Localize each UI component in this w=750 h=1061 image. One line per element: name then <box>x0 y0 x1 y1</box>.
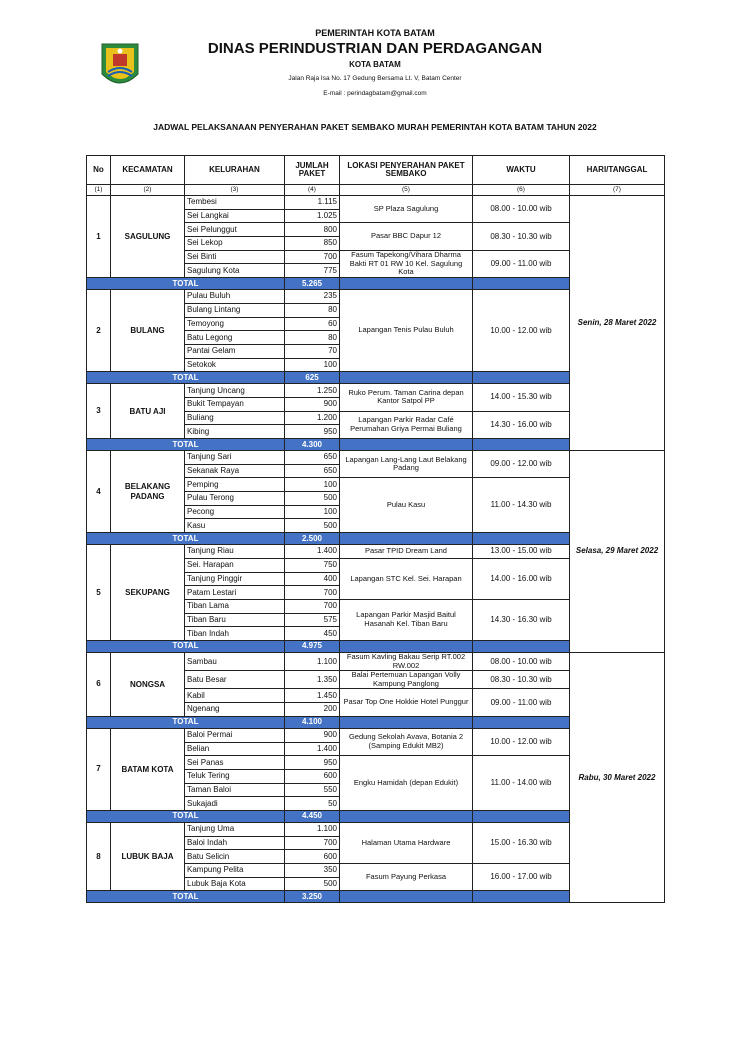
paket-count: 500 <box>285 877 340 891</box>
paket-count: 400 <box>285 572 340 586</box>
total-filler <box>340 533 473 545</box>
schedule-table <box>86 155 665 903</box>
kelurahan-name: Pulau Terong <box>185 492 285 506</box>
paket-count: 800 <box>285 223 340 237</box>
paket-count: 1.100 <box>285 822 340 836</box>
total-label: TOTAL <box>87 372 285 384</box>
table-row <box>87 451 665 465</box>
total-filler <box>473 533 570 545</box>
total-filler <box>473 810 570 822</box>
kelurahan-name: Sekanak Raya <box>185 464 285 478</box>
lokasi-cell: Halaman Utama Hardware <box>340 822 473 863</box>
kelurahan-name: Sei Langkai <box>185 209 285 223</box>
waktu-cell: 13.00 - 15.00 wib <box>473 545 570 559</box>
kelurahan-name: Pecong <box>185 505 285 519</box>
waktu-cell: 08.00 - 10.00 wib <box>473 196 570 223</box>
waktu-cell: 09.00 - 11.00 wib <box>473 689 570 716</box>
paket-count: 950 <box>285 425 340 439</box>
kelurahan-name: Pemping <box>185 478 285 492</box>
kelurahan-name: Sei. Harapan <box>185 558 285 572</box>
lokasi-cell: Lapangan STC Kel. Sei. Harapan <box>340 558 473 599</box>
paket-count: 70 <box>285 344 340 358</box>
total-filler <box>473 439 570 451</box>
total-value: 2.500 <box>285 533 340 545</box>
kelurahan-name: Tanjung Riau <box>185 545 285 559</box>
total-filler <box>340 439 473 451</box>
waktu-cell: 15.00 - 16.30 wib <box>473 822 570 863</box>
column-number-row <box>87 185 665 196</box>
day-cell: Selasa, 29 Maret 2022 <box>570 451 665 653</box>
paket-count: 550 <box>285 783 340 797</box>
kelurahan-name: Temoyong <box>185 317 285 331</box>
kelurahan-name: Sambau <box>185 652 285 670</box>
kelurahan-name: Tembesi <box>185 196 285 210</box>
kelurahan-name: Tiban Lama <box>185 599 285 613</box>
total-filler <box>473 891 570 903</box>
col-number: (3) <box>185 185 285 196</box>
total-filler <box>340 372 473 384</box>
total-label: TOTAL <box>87 810 285 822</box>
col-number: (6) <box>473 185 570 196</box>
table-row <box>87 652 665 670</box>
paket-count: 200 <box>285 703 340 717</box>
kelurahan-name: Pulau Buluh <box>185 290 285 304</box>
paket-count: 600 <box>285 850 340 864</box>
paket-count: 80 <box>285 331 340 345</box>
paket-count: 900 <box>285 397 340 411</box>
kecamatan-number: 1 <box>87 196 111 278</box>
kelurahan-name: Batu Besar <box>185 671 285 689</box>
kecamatan-name: BATU AJI <box>111 384 185 439</box>
kelurahan-name: Pantai Gelam <box>185 344 285 358</box>
waktu-cell: 14.00 - 15.30 wib <box>473 384 570 411</box>
paket-count: 850 <box>285 237 340 251</box>
lokasi-cell: SP Plaza Sagulung <box>340 196 473 223</box>
paket-count: 1.200 <box>285 411 340 425</box>
total-filler <box>473 716 570 728</box>
kecamatan-number: 2 <box>87 290 111 372</box>
total-filler <box>473 372 570 384</box>
kelurahan-name: Patam Lestari <box>185 586 285 600</box>
kecamatan-name: NONGSA <box>111 652 185 716</box>
lokasi-cell: Gedung Sekolah Avava, Botania 2 (Samping Edukit MB2) <box>340 728 473 755</box>
total-value: 5.265 <box>285 278 340 290</box>
kelurahan-name: Baloi Indah <box>185 836 285 850</box>
total-label: TOTAL <box>87 278 285 290</box>
lokasi-cell: Fasum Tapekong/Vihara Dharma Bakti RT 01 RW 10 Kel. Sagulung Kota <box>340 250 473 277</box>
letterhead-email: E-mail : perindagbatam@gmail.com <box>323 90 427 97</box>
waktu-cell: 10.00 - 12.00 wib <box>473 290 570 372</box>
lokasi-cell: Ruko Perum. Taman Carina depan Kantor Satpol PP <box>340 384 473 411</box>
col-header-jumlah: JUMLAH PAKET <box>285 156 340 185</box>
table-header-row <box>87 156 665 185</box>
col-header-lokasi: LOKASI PENYERAHAN PAKET SEMBAKO <box>340 156 473 185</box>
kelurahan-name: Ngenang <box>185 703 285 717</box>
paket-count: 1.350 <box>285 671 340 689</box>
kecamatan-number: 4 <box>87 451 111 533</box>
kelurahan-name: Bulang Lintang <box>185 303 285 317</box>
total-filler <box>340 891 473 903</box>
kelurahan-name: Sukajadi <box>185 797 285 811</box>
waktu-cell: 14.00 - 16.00 wib <box>473 558 570 599</box>
paket-count: 1.250 <box>285 384 340 398</box>
kecamatan-name: LUBUK BAJA <box>111 822 185 890</box>
waktu-cell: 08.30 - 10.30 wib <box>473 223 570 250</box>
kelurahan-name: Kasu <box>185 519 285 533</box>
kelurahan-name: Tanjung Sari <box>185 451 285 465</box>
kecamatan-number: 5 <box>87 545 111 641</box>
paket-count: 60 <box>285 317 340 331</box>
paket-count: 500 <box>285 492 340 506</box>
kelurahan-name: Tiban Indah <box>185 627 285 641</box>
total-label: TOTAL <box>87 640 285 652</box>
kelurahan-name: Batu Selicin <box>185 850 285 864</box>
paket-count: 1.100 <box>285 652 340 670</box>
total-value: 625 <box>285 372 340 384</box>
total-filler <box>340 810 473 822</box>
kecamatan-name: SEKUPANG <box>111 545 185 641</box>
kelurahan-name: Sei Binti <box>185 250 285 264</box>
total-filler <box>340 716 473 728</box>
kecamatan-name: BULANG <box>111 290 185 372</box>
kelurahan-name: Kabil <box>185 689 285 703</box>
paket-count: 575 <box>285 613 340 627</box>
kecamatan-name: BATAM KOTA <box>111 728 185 810</box>
paket-count: 700 <box>285 586 340 600</box>
paket-count: 80 <box>285 303 340 317</box>
kelurahan-name: Baloi Permai <box>185 728 285 742</box>
kelurahan-name: Teluk Tering <box>185 769 285 783</box>
total-value: 4.100 <box>285 716 340 728</box>
total-label: TOTAL <box>87 533 285 545</box>
paket-count: 700 <box>285 599 340 613</box>
col-number: (4) <box>285 185 340 196</box>
lokasi-cell: Pasar BBC Dapur 12 <box>340 223 473 250</box>
paket-count: 50 <box>285 797 340 811</box>
total-value: 4.975 <box>285 640 340 652</box>
total-value: 4.450 <box>285 810 340 822</box>
total-filler <box>340 640 473 652</box>
lokasi-cell: Engku Hamidah (depan Edukit) <box>340 756 473 811</box>
day-cell: Senin, 28 Maret 2022 <box>570 196 665 451</box>
paket-count: 700 <box>285 250 340 264</box>
schedule-body <box>87 196 665 903</box>
total-label: TOTAL <box>87 716 285 728</box>
kelurahan-name: Tanjung Uma <box>185 822 285 836</box>
kecamatan-name: BELAKANG PADANG <box>111 451 185 533</box>
total-value: 3.250 <box>285 891 340 903</box>
total-filler <box>473 278 570 290</box>
kelurahan-name: Bukit Tempayan <box>185 397 285 411</box>
lokasi-cell: Pasar TPID Dream Land <box>340 545 473 559</box>
waktu-cell: 09.00 - 12.00 wib <box>473 451 570 478</box>
paket-count: 750 <box>285 558 340 572</box>
kelurahan-name: Buliang <box>185 411 285 425</box>
letterhead-agency: DINAS PERINDUSTRIAN DAN PERDAGANGAN <box>207 40 543 57</box>
lokasi-cell: Balai Pertemuan Lapangan Volly Kampung Panglong <box>340 671 473 689</box>
col-number: (2) <box>111 185 185 196</box>
kelurahan-name: Tiban Baru <box>185 613 285 627</box>
paket-count: 1.400 <box>285 742 340 756</box>
paket-count: 100 <box>285 358 340 372</box>
waktu-cell: 16.00 - 17.00 wib <box>473 864 570 891</box>
kecamatan-number: 7 <box>87 728 111 810</box>
waktu-cell: 08.00 - 10.00 wib <box>473 652 570 670</box>
kelurahan-name: Sei Panas <box>185 756 285 770</box>
kelurahan-name: Tanjung Uncang <box>185 384 285 398</box>
total-filler <box>340 278 473 290</box>
waktu-cell: 11.00 - 14.00 wib <box>473 756 570 811</box>
letterhead-city: KOTA BATAM <box>349 60 401 69</box>
paket-count: 775 <box>285 264 340 278</box>
lokasi-cell: Pasar Top One Hokkie Hotel Punggur <box>340 689 473 716</box>
lokasi-cell: Fasum Payung Perkasa <box>340 864 473 891</box>
waktu-cell: 14.30 - 16.30 wib <box>473 599 570 640</box>
col-header-hari: HARI/TANGGAL <box>570 156 665 185</box>
kelurahan-name: Belian <box>185 742 285 756</box>
paket-count: 235 <box>285 290 340 304</box>
total-label: TOTAL <box>87 891 285 903</box>
paket-count: 350 <box>285 864 340 878</box>
col-header-kelurahan: KELURAHAN <box>185 156 285 185</box>
waktu-cell: 08.30 - 10.30 wib <box>473 671 570 689</box>
paket-count: 500 <box>285 519 340 533</box>
paket-count: 650 <box>285 451 340 465</box>
paket-count: 600 <box>285 769 340 783</box>
day-cell: Rabu, 30 Maret 2022 <box>570 652 665 902</box>
paket-count: 1.115 <box>285 196 340 210</box>
lokasi-cell: Lapangan Tenis Pulau Buluh <box>340 290 473 372</box>
table-row <box>87 196 665 210</box>
col-number: (5) <box>340 185 473 196</box>
lokasi-cell: Lapangan Parkir Masjid Baitul Hasanah Kel. Tiban Baru <box>340 599 473 640</box>
kelurahan-name: Tanjung Pinggir <box>185 572 285 586</box>
waktu-cell: 09.00 - 11.00 wib <box>473 250 570 277</box>
col-number: (7) <box>570 185 665 196</box>
kelurahan-name: Kampung Pelita <box>185 864 285 878</box>
col-header-waktu: WAKTU <box>473 156 570 185</box>
paket-count: 1.025 <box>285 209 340 223</box>
kelurahan-name: Kibing <box>185 425 285 439</box>
letterhead-line1: PEMERINTAH KOTA BATAM <box>315 28 435 38</box>
kelurahan-name: Taman Baloi <box>185 783 285 797</box>
kecamatan-number: 8 <box>87 822 111 890</box>
total-filler <box>473 640 570 652</box>
letterhead-address: Jalan Raja Isa No. 17 Gedung Bersama Lt. V, Batam Center <box>288 75 462 82</box>
kelurahan-name: Setokok <box>185 358 285 372</box>
kecamatan-name: SAGULUNG <box>111 196 185 278</box>
col-header-no: No <box>87 156 111 185</box>
kecamatan-number: 3 <box>87 384 111 439</box>
lokasi-cell: Fasum Kavling Bakau Serip RT.002 RW.002 <box>340 652 473 670</box>
total-label: TOTAL <box>87 439 285 451</box>
paket-count: 450 <box>285 627 340 641</box>
paket-count: 700 <box>285 836 340 850</box>
paket-count: 100 <box>285 505 340 519</box>
kelurahan-name: Sei Pelunggut <box>185 223 285 237</box>
paket-count: 100 <box>285 478 340 492</box>
kelurahan-name: Sei Lekop <box>185 237 285 251</box>
waktu-cell: 14.30 - 16.00 wib <box>473 411 570 438</box>
paket-count: 1.400 <box>285 545 340 559</box>
document-title: JADWAL PELAKSANAAN PENYERAHAN PAKET SEMBAKO MURAH PEMERINTAH KOTA BATAM TAHUN 2022 <box>153 122 597 132</box>
paket-count: 650 <box>285 464 340 478</box>
paket-count: 1.450 <box>285 689 340 703</box>
paket-count: 900 <box>285 728 340 742</box>
kelurahan-name: Sagulung Kota <box>185 264 285 278</box>
kecamatan-number: 6 <box>87 652 111 716</box>
waktu-cell: 10.00 - 12.00 wib <box>473 728 570 755</box>
paket-count: 950 <box>285 756 340 770</box>
lokasi-cell: Pulau Kasu <box>340 478 473 533</box>
lokasi-cell: Lapangan Parkir Radar Café Perumahan Griya Permai Buliang <box>340 411 473 438</box>
waktu-cell: 11.00 - 14.30 wib <box>473 478 570 533</box>
total-value: 4.300 <box>285 439 340 451</box>
kelurahan-name: Batu Legong <box>185 331 285 345</box>
col-number: (1) <box>87 185 111 196</box>
lokasi-cell: Lapangan Lang-Lang Laut Belakang Padang <box>340 451 473 478</box>
col-header-kecamatan: KECAMATAN <box>111 156 185 185</box>
kelurahan-name: Lubuk Baja Kota <box>185 877 285 891</box>
